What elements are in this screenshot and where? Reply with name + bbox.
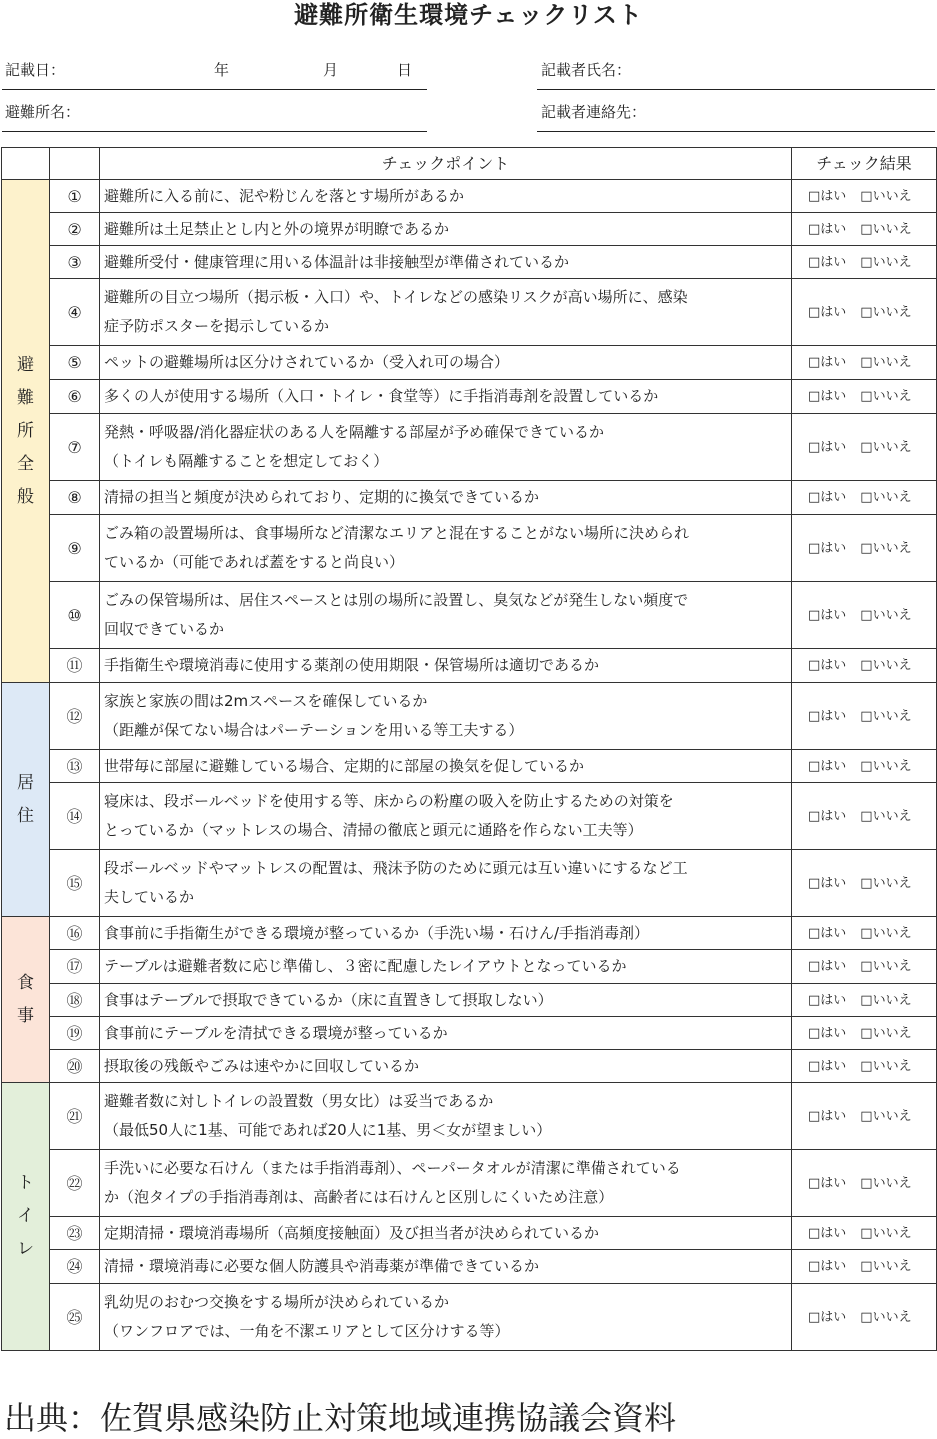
check-result (792, 1150, 937, 1217)
item-number: ⑯ (50, 917, 100, 950)
item-number: ㉑ (50, 1083, 100, 1150)
yes-checkbox[interactable]: □はい (808, 221, 847, 237)
item-number: ㉕ (50, 1284, 100, 1351)
item-text (100, 917, 792, 950)
table-row (2, 750, 937, 783)
item-text-line: 症予防ポスターを掲示しているか (104, 317, 330, 335)
yes-checkbox[interactable]: □はい (808, 607, 847, 623)
item-text-line: 食事はテーブルで摂取できているか（床に直置きして摂取しない） (104, 990, 553, 1009)
item-number: ⑦ (50, 414, 100, 481)
yes-checkbox[interactable]: □はい (808, 808, 847, 824)
item-number: ⑮ (50, 850, 100, 917)
table-row (2, 246, 937, 279)
item-number: ⑧ (50, 481, 100, 515)
item-number: ⑰ (50, 950, 100, 984)
item-number: ⑳ (50, 1050, 100, 1083)
check-result (792, 346, 937, 380)
category-char: レ (17, 1239, 34, 1259)
item-text-line: 摂取後の残飯やごみは速やかに回収しているか (104, 1056, 420, 1075)
item-number: ⑩ (50, 582, 100, 649)
check-result (792, 279, 937, 346)
category-char: 般 (17, 486, 34, 507)
checkpoint-header: チェックポイント (100, 148, 792, 180)
no-checkbox[interactable]: □いいえ (860, 925, 912, 941)
no-checkbox[interactable]: □いいえ (860, 439, 912, 455)
item-text-line: 定期清掃・環境消毒場所（高頻度接触面）及び担当者が決められているか (104, 1223, 600, 1242)
item-text (100, 683, 792, 750)
check-result (792, 984, 937, 1017)
category-char: 全 (17, 453, 34, 474)
yes-checkbox[interactable]: □はい (808, 758, 847, 774)
item-text-line: （ワンフロアでは、一角を不潔エリアとして区分けする等） (104, 1322, 510, 1340)
yes-checkbox[interactable]: □はい (808, 1025, 847, 1041)
item-text-line: 手指衛生や環境消毒に使用する薬剤の使用期限・保管場所は適切であるか (104, 656, 600, 674)
item-text-line: 避難所は土足禁止とし内と外の境界が明瞭であるか (104, 219, 450, 238)
item-text-line: 夫しているか (104, 888, 195, 906)
no-checkbox[interactable]: □いいえ (860, 607, 912, 623)
no-checkbox[interactable]: □いいえ (860, 1108, 912, 1124)
no-checkbox[interactable]: □いいえ (860, 1175, 912, 1191)
check-result (792, 213, 937, 246)
recorder-name-label: 記載者氏名： (541, 61, 632, 79)
item-text (100, 1250, 792, 1284)
check-result (792, 582, 937, 649)
table-row (2, 515, 937, 582)
item-number: ③ (50, 246, 100, 279)
item-text-line: 食事前に手指衛生ができる環境が整っているか（手洗い場・石けん/手指消毒剤） (104, 923, 650, 942)
item-number: ⑭ (50, 783, 100, 850)
day-label: 日 (397, 61, 413, 79)
item-text-line: 寝床は、段ボールベッドを使用する等、床からの粉塵の吸入を防止するための対策を (104, 792, 674, 810)
item-number: ② (50, 213, 100, 246)
table-row (2, 582, 937, 649)
no-checkbox[interactable]: □いいえ (860, 254, 912, 270)
table-row (2, 380, 937, 414)
no-checkbox[interactable]: □いいえ (860, 708, 912, 724)
item-text (100, 213, 792, 246)
table-row (2, 1250, 937, 1284)
item-text-line: 避難所受付・健康管理に用いる体温計は非接触型が準備されているか (104, 252, 570, 271)
item-text-line: （トイレも隔離することを想定しておく） (104, 452, 389, 470)
table-row (2, 414, 937, 481)
item-text (100, 1284, 792, 1351)
item-number: ⑤ (50, 346, 100, 380)
item-number: ⑬ (50, 750, 100, 783)
category-char: 事 (17, 1005, 34, 1026)
no-checkbox[interactable]: □いいえ (860, 758, 912, 774)
no-checkbox[interactable]: □いいえ (860, 658, 912, 673)
check-result (792, 917, 937, 950)
check-result (792, 783, 937, 850)
table-row (2, 1150, 937, 1217)
item-text (100, 515, 792, 582)
no-checkbox[interactable]: □いいえ (860, 188, 912, 204)
no-checkbox[interactable]: □いいえ (860, 1259, 912, 1274)
no-checkbox[interactable]: □いいえ (860, 992, 912, 1008)
category-label (2, 1083, 50, 1351)
category-char: 食 (17, 972, 34, 993)
no-checkbox[interactable]: □いいえ (860, 875, 912, 891)
category-char: 居 (17, 772, 34, 793)
item-number: ㉔ (50, 1250, 100, 1284)
table-row (2, 346, 937, 380)
check-result (792, 380, 937, 414)
yes-checkbox[interactable]: □はい (808, 959, 847, 974)
item-number: ① (50, 180, 100, 213)
table-row (2, 1284, 937, 1351)
category-char: 所 (17, 420, 34, 441)
item-text (100, 984, 792, 1017)
date-label: 記載日： (5, 61, 66, 79)
check-result (792, 1050, 937, 1083)
table-row (2, 850, 937, 917)
check-result (792, 1017, 937, 1050)
item-text (100, 279, 792, 346)
item-number: ㉓ (50, 1217, 100, 1250)
table-row (2, 950, 937, 984)
item-text (100, 582, 792, 649)
yes-checkbox[interactable]: □はい (808, 1108, 847, 1124)
no-checkbox[interactable]: □いいえ (860, 389, 912, 404)
item-text-line: （距離が保てない場合はパーテーションを用いる等工夫する） (104, 721, 524, 739)
item-text-line: 避難者数に対しトイレの設置数（男女比）は妥当であるか (104, 1092, 494, 1110)
item-text-line: 清掃・環境消毒に必要な個人防護具や消毒薬が準備できているか (104, 1257, 540, 1275)
yes-checkbox[interactable]: □はい (808, 1225, 847, 1241)
check-result (792, 414, 937, 481)
table-header-row (2, 148, 937, 180)
shelter-name-underline[interactable] (2, 131, 427, 132)
item-text (100, 950, 792, 984)
table-row (2, 984, 937, 1017)
item-text (100, 750, 792, 783)
recorder-contact-underline[interactable] (537, 131, 935, 132)
yes-checkbox[interactable]: □はい (808, 992, 847, 1008)
item-text-line: 世帯毎に部屋に避難している場合、定期的に部屋の換気を促しているか (104, 756, 585, 775)
check-result (792, 515, 937, 582)
check-result (792, 750, 937, 783)
yes-checkbox[interactable]: □はい (808, 1309, 847, 1325)
item-text-line: ごみの保管場所は、居住スペースとは別の場所に設置し、臭気などが発生しない頻度で (104, 591, 689, 609)
item-text (100, 783, 792, 850)
category-char: 難 (17, 387, 34, 408)
no-checkbox[interactable]: □いいえ (860, 1225, 912, 1241)
item-text-line: 乳幼児のおむつ交換をする場所が決められているか (104, 1293, 450, 1311)
item-number: ⑨ (50, 515, 100, 582)
check-result (792, 683, 937, 750)
item-text (100, 1017, 792, 1050)
table-row (2, 683, 937, 750)
item-text-line: 家族と家族の間は2mスペースを確保しているか (104, 692, 428, 710)
category-char: ト (17, 1173, 34, 1193)
item-text (100, 246, 792, 279)
yes-checkbox[interactable]: □はい (808, 875, 847, 891)
yes-checkbox[interactable]: □はい (808, 439, 847, 455)
item-text-line: 避難所の目立つ場所（掲示板・入口）や、トイレなどの感染リスクが高い場所に、感染 (104, 288, 688, 306)
check-result (792, 481, 937, 515)
item-text-line: テーブルは避難者数に応じ準備し、３密に配慮したレイアウトとなっているか (104, 957, 627, 975)
item-number: ㉒ (50, 1150, 100, 1217)
page-title: 避難所衛生環境チェックリスト (294, 1, 643, 29)
month-label: 月 (323, 61, 339, 79)
item-text-line: 段ボールベッドやマットレスの配置は、飛沫予防のために頭元は互い違いにするなど工 (104, 859, 688, 877)
table-row (2, 1050, 937, 1083)
category-char: 住 (17, 805, 34, 826)
category-header (2, 148, 50, 180)
item-text-line: 発熱・呼吸器/消化器症状のある人を隔離する部屋が予め確保できているか (104, 423, 605, 441)
item-text (100, 180, 792, 213)
yes-checkbox[interactable]: □はい (808, 1175, 847, 1191)
yes-checkbox[interactable]: □はい (808, 925, 847, 941)
table-row (2, 649, 937, 683)
category-char: イ (17, 1206, 34, 1226)
category-label (2, 683, 50, 917)
no-checkbox[interactable]: □いいえ (860, 808, 912, 824)
no-checkbox[interactable]: □いいえ (860, 304, 912, 320)
item-text (100, 380, 792, 414)
yes-checkbox[interactable]: □はい (808, 355, 847, 370)
table-row (2, 783, 937, 850)
yes-checkbox[interactable]: □はい (808, 188, 847, 204)
check-result (792, 1250, 937, 1284)
item-text (100, 1050, 792, 1083)
checklist-table (1, 147, 937, 1351)
check-result (792, 850, 937, 917)
table-row (2, 1017, 937, 1050)
category-label (2, 917, 50, 1083)
item-text (100, 649, 792, 683)
check-result (792, 950, 937, 984)
recorder-name-underline[interactable] (537, 89, 935, 90)
no-checkbox[interactable]: □いいえ (860, 1309, 912, 1325)
recorder-contact-label: 記載者連絡先： (541, 103, 647, 121)
yes-checkbox[interactable]: □はい (808, 490, 847, 505)
table-row (2, 180, 937, 213)
item-text-line: か（泡タイプの手指消毒剤は、高齢者には石けんと区別しにくいため注意） (104, 1188, 614, 1206)
yes-checkbox[interactable]: □はい (808, 708, 847, 724)
table-row (2, 279, 937, 346)
item-text (100, 414, 792, 481)
shelter-name-label: 避難所名： (5, 103, 81, 121)
item-text (100, 1150, 792, 1217)
category-label (2, 180, 50, 683)
item-text (100, 1083, 792, 1150)
item-number: ⑲ (50, 1017, 100, 1050)
check-result (792, 1284, 937, 1351)
item-text-line: 手洗いに必要な石けん（または手指消毒剤）、ペーパータオルが清潔に準備されている (104, 1159, 681, 1177)
yes-checkbox[interactable]: □はい (808, 389, 847, 404)
item-text (100, 1217, 792, 1250)
item-text (100, 850, 792, 917)
item-text-line: ペットの避難場所は区分けされているか（受入れ可の場合） (104, 353, 510, 371)
item-text-line: 多くの人が使用する場所（入口・トイレ・食堂等）に手指消毒剤を設置しているか (104, 387, 659, 405)
item-text-line: 清掃の担当と頻度が決められており、定期的に換気できているか (104, 488, 540, 506)
date-underline[interactable] (2, 89, 427, 90)
item-text (100, 481, 792, 515)
item-text-line: 避難所に入る前に、泥や粉じんを落とす場所があるか (104, 186, 465, 205)
item-number: ⑫ (50, 683, 100, 750)
no-checkbox[interactable]: □いいえ (860, 355, 912, 370)
year-label: 年 (214, 61, 230, 79)
category-char: 避 (17, 354, 34, 375)
item-number: ⑪ (50, 649, 100, 683)
table-row (2, 917, 937, 950)
yes-checkbox[interactable]: □はい (808, 540, 847, 556)
check-result (792, 180, 937, 213)
item-text-line: （最低50人に1基、可能であれば20人に1基、男＜女が望ましい） (104, 1121, 552, 1139)
no-checkbox[interactable]: □いいえ (860, 540, 912, 556)
table-row (2, 213, 937, 246)
no-checkbox[interactable]: □いいえ (860, 1025, 912, 1041)
check-result (792, 1217, 937, 1250)
item-number: ④ (50, 279, 100, 346)
yes-checkbox[interactable]: □はい (808, 1058, 847, 1074)
item-text-line: 食事前にテーブルを清拭できる環境が整っているか (104, 1023, 448, 1042)
item-number: ⑱ (50, 984, 100, 1017)
item-text (100, 346, 792, 380)
no-checkbox[interactable]: □いいえ (860, 490, 912, 505)
no-checkbox[interactable]: □いいえ (860, 221, 912, 237)
yes-checkbox[interactable]: □はい (808, 1259, 847, 1274)
check-result (792, 1083, 937, 1150)
table-row (2, 1217, 937, 1250)
source-citation: 出典：佐賀県感染防止対策地域連携協議会資料 (4, 1399, 677, 1437)
no-checkbox[interactable]: □いいえ (860, 959, 912, 974)
yes-checkbox[interactable]: □はい (808, 304, 847, 320)
no-checkbox[interactable]: □いいえ (860, 1058, 912, 1074)
item-text-line: ているか（可能であれば蓋をすると尚良い） (104, 553, 405, 571)
check-result (792, 649, 937, 683)
yes-checkbox[interactable]: □はい (808, 254, 847, 270)
table-row (2, 481, 937, 515)
number-header (50, 148, 100, 180)
item-text-line: ごみ箱の設置場所は、食事場所など清潔なエリアと混在することがない場所に決められ (104, 524, 690, 542)
check-result (792, 246, 937, 279)
item-number: ⑥ (50, 380, 100, 414)
item-text-line: とっているか（マットレスの場合、清掃の徹底と頭元に通路を作らない工夫等） (104, 821, 643, 839)
table-row (2, 1083, 937, 1150)
item-text-line: 回収できているか (104, 620, 225, 638)
yes-checkbox[interactable]: □はい (808, 658, 847, 673)
result-header: チェック結果 (792, 148, 937, 180)
